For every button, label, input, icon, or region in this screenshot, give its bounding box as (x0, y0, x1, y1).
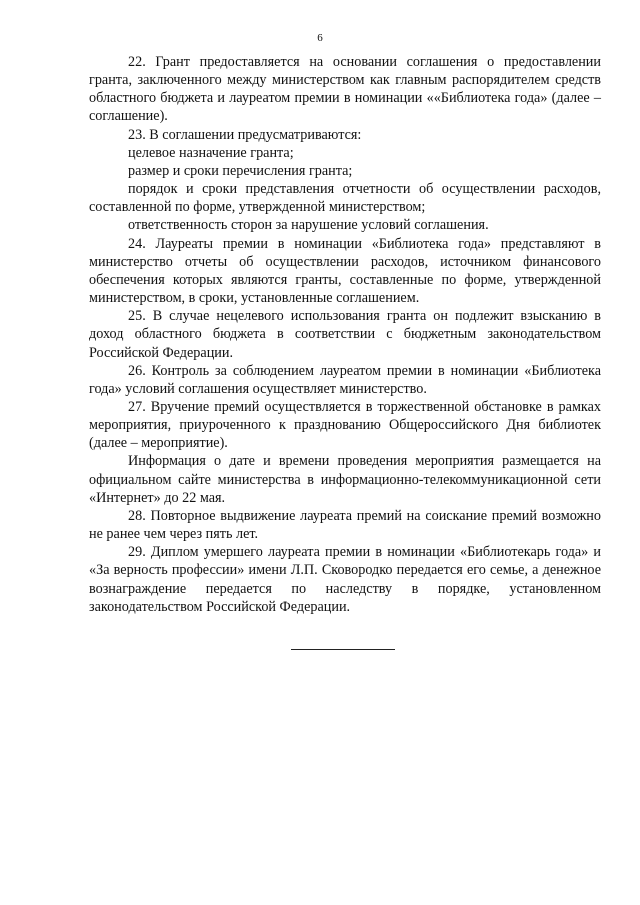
page-number: 6 (317, 32, 323, 44)
paragraph-event-info: Информация о дате и времени проведения мероприятия размещается на официальном сайте министерства в информационно-телекоммуникационной сети «Интернет» до 22 мая. (89, 453, 601, 506)
paragraph-27: 27. Вручение премий осуществляется в торжественной обстановке в рамках мероприятия, приуроченного к празднованию Общероссийского Дня библиотек (далее – мероприятие). (89, 398, 601, 452)
paragraph-29: 29. Диплом умершего лауреата премии в номинации «Библиотекарь года» и «За верность профессии» имени Л.П. Сковородко передается его семье, а денежное вознаграждение передается по наследству в порядке, установленном законодательством Российской Федерации. (89, 544, 601, 615)
paragraph-22: 22. Грант предоставляется на основании соглашения о предоставлении гранта, заключенного между министерством как главным распорядителем средств областного бюджета и лауреатом премии в номинации ««Библиотека года» (далее – соглашение). (89, 54, 601, 125)
paragraph-28: 28. Повторное выдвижение лауреата премий на соискание премий возможно не ранее чем через пять лет. (89, 507, 601, 543)
paragraph-24: 24. Лауреаты премии в номинации «Библиотека года» представляют в министерство отчеты об осуществлении расходов, источником финансового обеспечения которых являются гранты, составленные по форме, утвержденной министерством, в сроки, установленные соглашением. (89, 235, 601, 307)
paragraph-26: 26. Контроль за соблюдением лауреатом премии в номинации «Библиотека года» условий соглашения осуществляет министерство. (89, 362, 601, 397)
list-item-responsibility: ответственность сторон за нарушение условий соглашения. (128, 217, 489, 234)
list-item-reporting: порядок и сроки представления отчетности об осуществлении расходов, составленной по форме, утвержденной министерством; (89, 181, 601, 216)
paragraph-23: 23. В соглашении предусматриваются: (128, 126, 362, 143)
list-item-amount: размер и сроки перечисления гранта; (128, 162, 353, 179)
list-item-purpose: целевое назначение гранта; (128, 144, 294, 161)
document-body (89, 53, 601, 616)
end-separator-line (291, 649, 395, 650)
paragraph-25: 25. В случае нецелевого использования гранта он подлежит взысканию в доход областного бюджета в соответствии с бюджетным законодательством Российской Федерации. (89, 308, 601, 361)
